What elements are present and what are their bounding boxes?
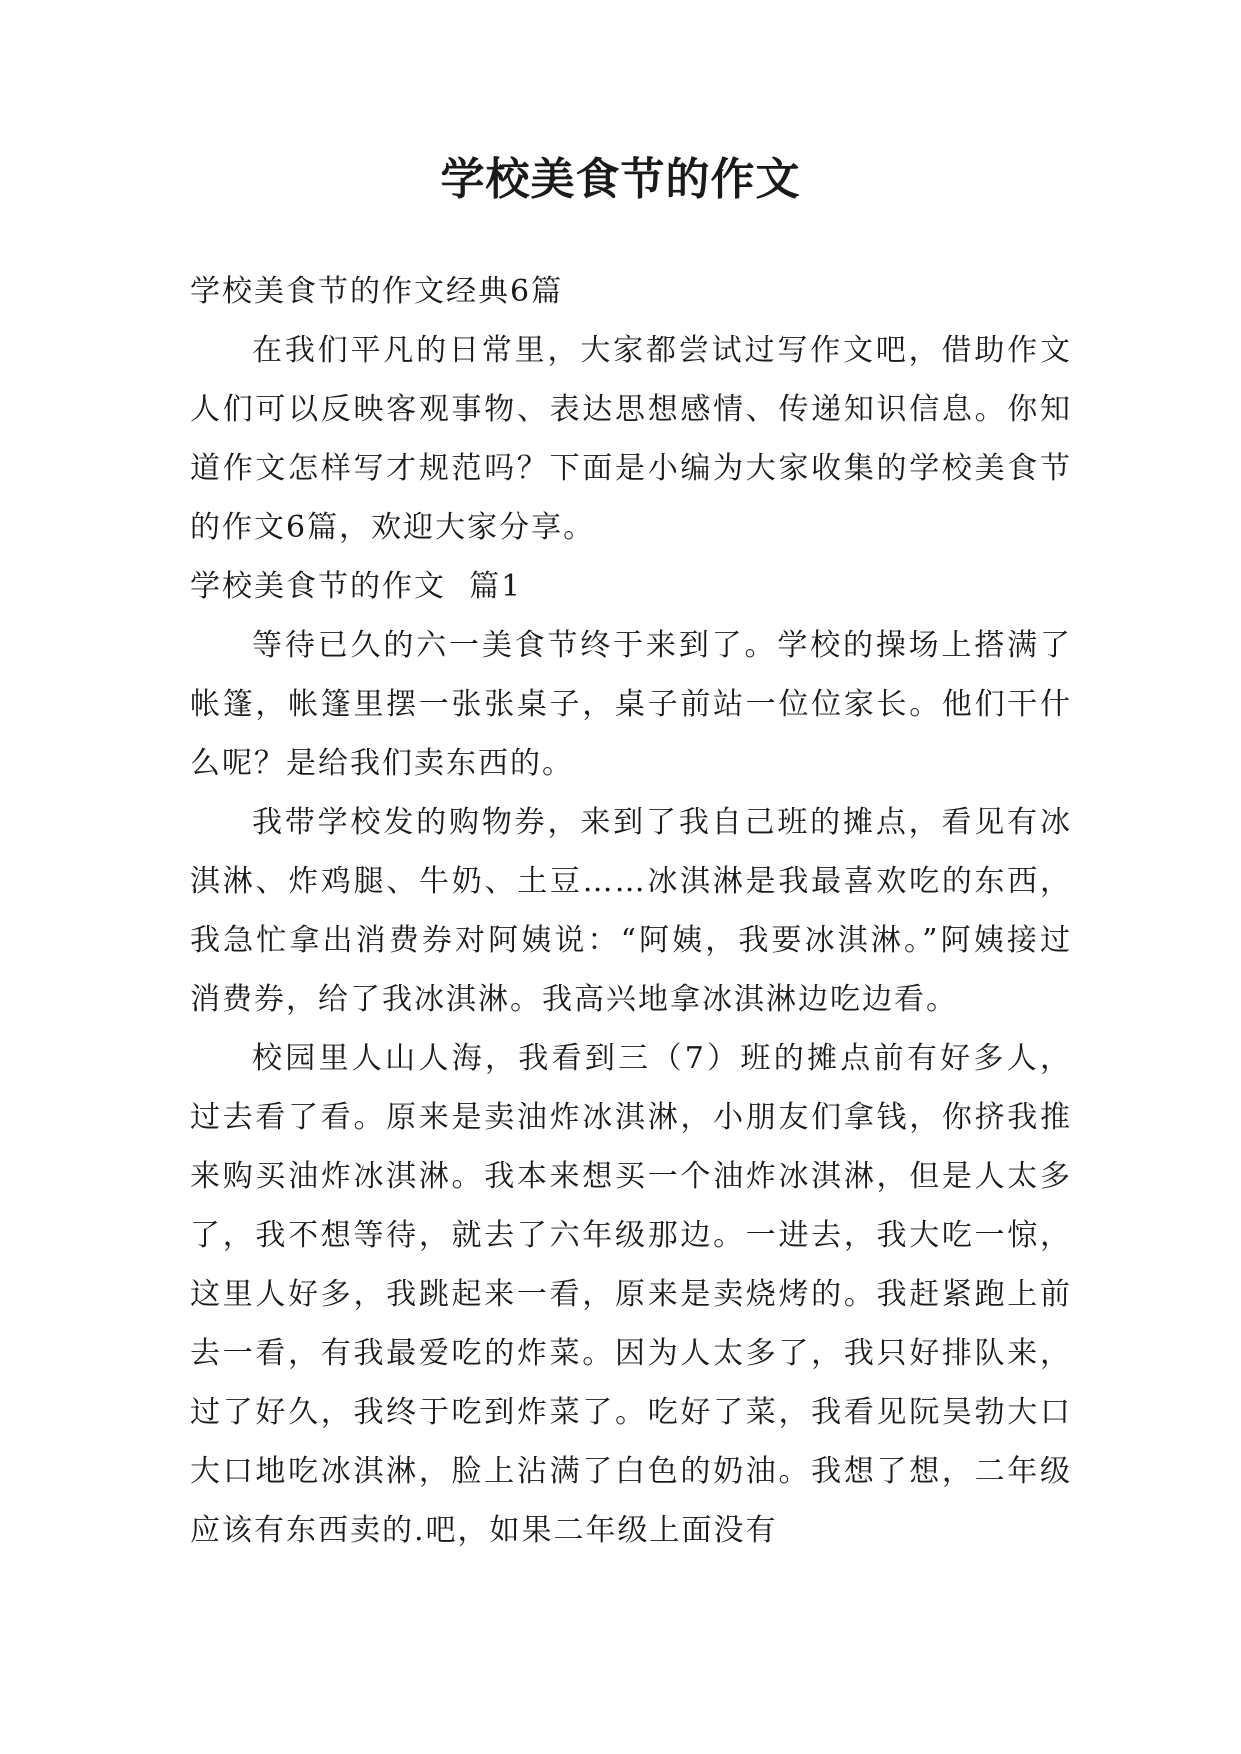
body-paragraph: 我带学校发的购物券，来到了我自己班的摊点，看见有冰淇淋、炸鸡腿、牛奶、土豆……冰淇淋是我最喜欢吃的东西，我急忙拿出消费券对阿姨说：“阿姨，我要冰淇淋。”阿姨接过消费券，给了我冰淇淋。我高兴地拿冰淇淋边吃边看。 (190, 805, 1072, 1017)
document-title: 学校美食节的作文 (440, 154, 801, 205)
document-body (190, 262, 1072, 1560)
body-paragraph: 校园里人山人海，我看到三（7）班的摊点前有好多人，过去看了看。原来是卖油炸冰淇淋，小朋友们拿钱，你挤我推来购买油炸冰淇淋。我本来想买一个油炸冰淇淋，但是人太多了，我不想等待，就去了六年级那边。一进去，我大吃一惊，这里人好多，我跳起来一看，原来是卖烧烤的。我赶紧跑上前去一看，有我最爱吃的炸菜。因为人太多了，我只好排队来，过了好久，我终于吃到炸菜了。吃好了菜，我看见阮昊勃大口大口地吃冰淇淋，脸上沾满了白色的奶油。我想了想，二年级应该有东西卖的.吧，如果二年级上面没有 (190, 1041, 1072, 1548)
document-subtitle: 学校美食节的作文经典6篇 (190, 274, 564, 309)
intro-paragraph: 在我们平凡的日常里，大家都尝试过写作文吧，借助作文人们可以反映客观事物、表达思想感情、传递知识信息。你知道作文怎样写才规范吗？下面是小编为大家收集的学校美食节的作文6篇，欢迎大家分享。 (190, 333, 1072, 545)
body-paragraph: 等待已久的六一美食节终于来到了。学校的操场上搭满了帐篷，帐篷里摆一张张桌子，桌子前站一位位家长。他们干什么呢？是给我们卖东西的。 (190, 628, 1072, 781)
section-heading: 学校美食节的作文 篇1 (190, 569, 523, 604)
